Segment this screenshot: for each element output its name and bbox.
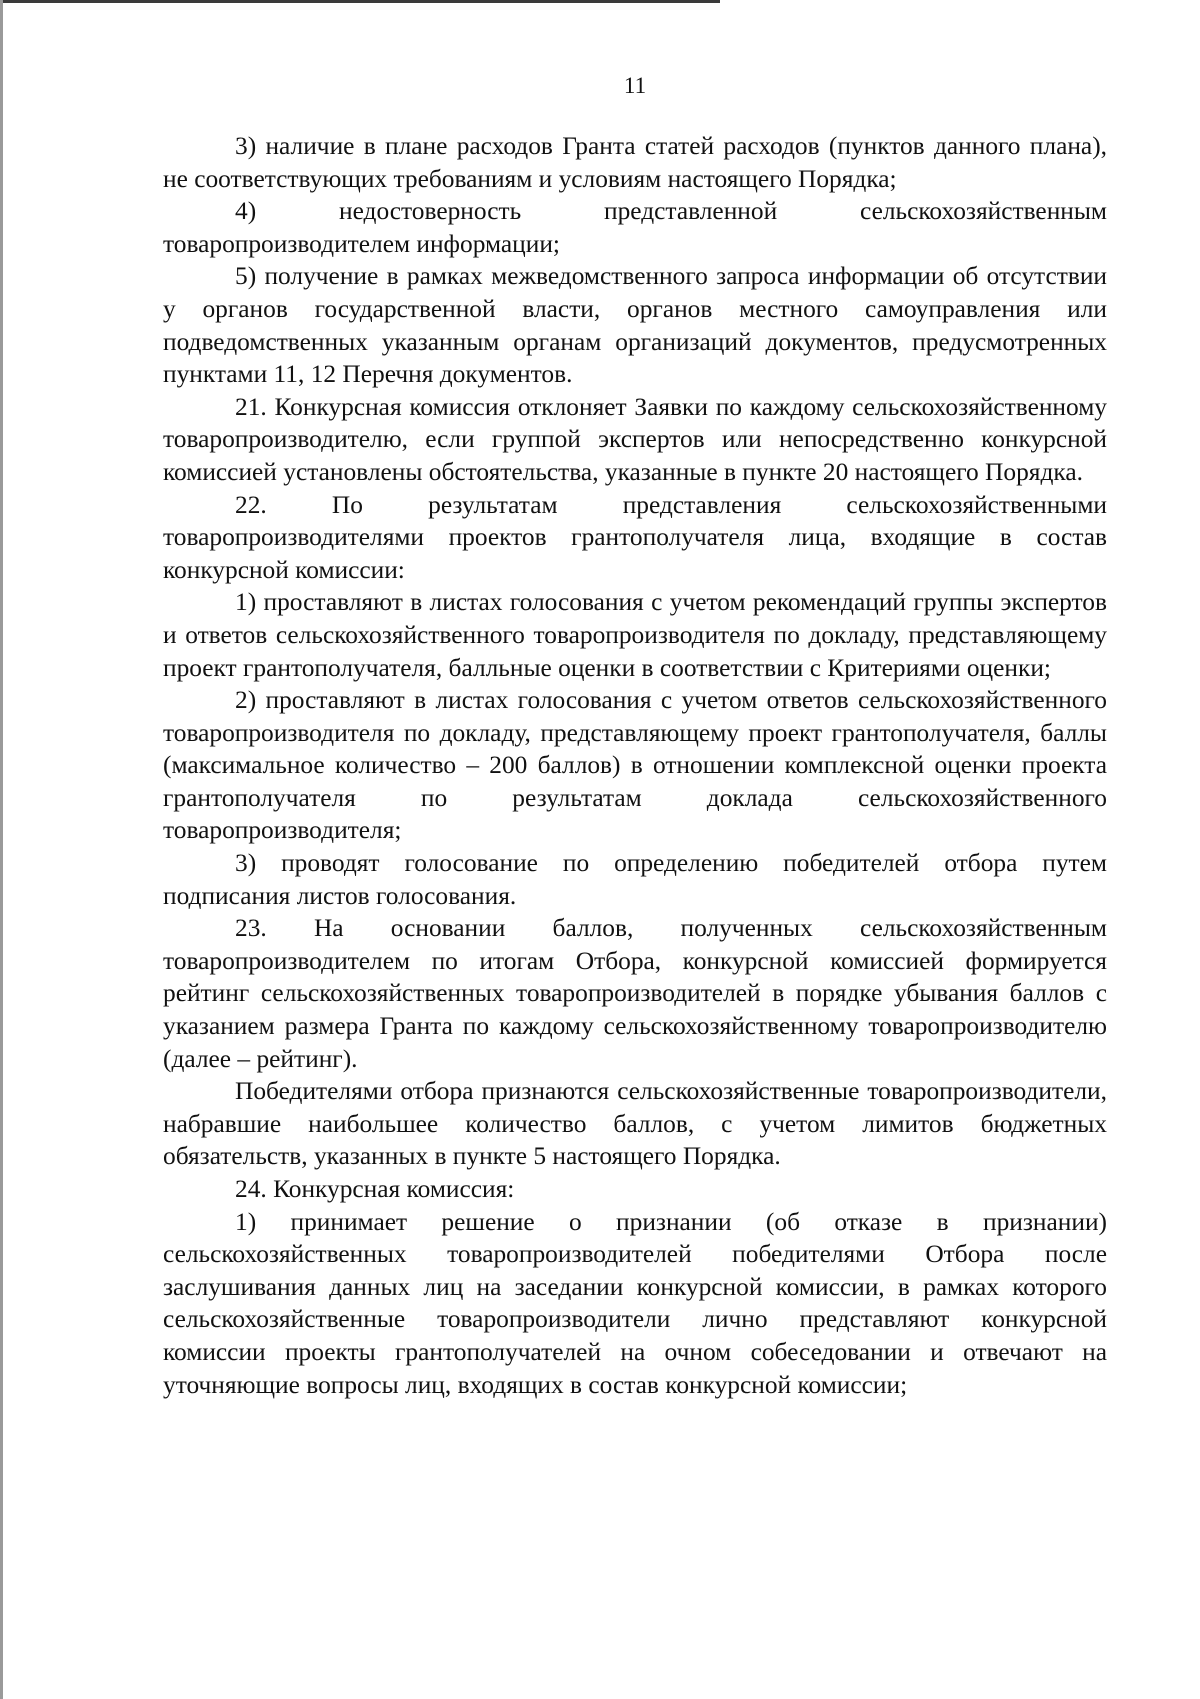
paragraph-clause-23: 23. На основании баллов, полученных сельскохозяйственным товаропроизводителем по итогам Отбора, конкурсной комиссией формируется рейтинг сельскохозяйственных товаропроизводителей в порядке убывания баллов с указанием размера Гранта по каждому сельскохозяйственному товаропроизводителю (далее – рейтинг). <box>163 914 1107 1073</box>
paragraph-clause-22: 22. По результатам представления сельскохозяйственными товаропроизводителями проектов грантополучателя лица, входящие в состав конкурсной комиссии: <box>163 490 1107 584</box>
paragraph-item-3: 3) наличие в плане расходов Гранта статей расходов (пунктов данного плана), не соответствующих требованиям и условиям настоящего Порядка; <box>163 132 1107 193</box>
paragraph-clause-21: 21. Конкурсная комиссия отклоняет Заявки по каждому сельскохозяйственному товаропроизводителю, если группой экспертов или непосредственно конкурсной комиссией установлены обстоятельства, указанные в пункте 20 настоящего Порядка. <box>163 392 1107 486</box>
paragraph-clause-22-item-2: 2) проставляют в листах голосования с учетом ответов сельскохозяйственного товаропроизводителя по докладу, представляющему проект грантополучателя, баллы (максимальное количество – 200 баллов) в отношении комплексной оценки проекта грантополучателя по результатам доклада сельскохозяйственного товаропроизводителя; <box>163 686 1107 845</box>
scan-edge-top <box>0 0 720 3</box>
paragraph-clause-22-item-3: 3) проводят голосование по определению победителей отбора путем подписания листов голосования. <box>163 849 1107 910</box>
document-body <box>163 130 1107 1401</box>
paragraph-item-4: 4) недостоверность представленной сельскохозяйственным товаропроизводителем информации; <box>163 197 1107 258</box>
paragraph-clause-24-item-1: 1) принимает решение о признании (об отказе в признании) сельскохозяйственных товаропроизводителей победителями Отбора после заслушивания данных лиц на заседании конкурсной комиссии, в рамках которого сельскохозяйственные товаропроизводители лично представляют конкурсной комиссии проекты грантополучателей на очном собеседовании и отвечают на уточняющие вопросы лиц, входящих в состав конкурсной комиссии; <box>163 1207 1107 1399</box>
paragraph-item-5: 5) получение в рамках межведомственного запроса информации об отсутствии у органов государственной власти, органов местного самоуправления или подведомственных указанным органам организаций документов, предусмотренных пунктами 11, 12 Перечня документов. <box>163 262 1107 389</box>
paragraph-winners: Победителями отбора признаются сельскохозяйственные товаропроизводители, набравшие наибольшее количество баллов, с учетом лимитов бюджетных обязательств, указанных в пункте 5 настоящего Порядка. <box>163 1077 1107 1171</box>
page-number: 11 <box>623 73 647 98</box>
scan-edge-left <box>0 0 3 1699</box>
paragraph-clause-22-item-1: 1) проставляют в листах голосования с учетом рекомендаций группы экспертов и ответов сельскохозяйственного товаропроизводителя по докладу, представляющему проект грантополучателя, балльные оценки в соответствии с Критериями оценки; <box>163 588 1107 682</box>
paragraph-clause-24: 24. Конкурсная комиссия: <box>235 1175 515 1203</box>
